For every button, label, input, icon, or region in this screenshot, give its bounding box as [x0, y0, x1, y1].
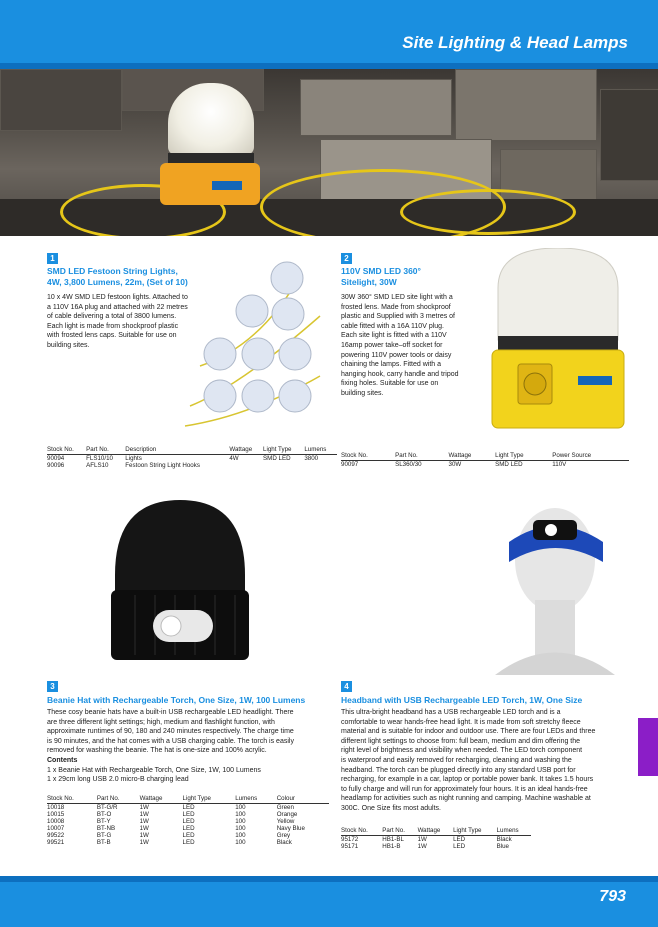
- product-number: 2: [341, 253, 352, 264]
- table-row: 10008 BT-Y 1W LED 100 Yellow: [47, 818, 295, 825]
- section-tab: [638, 718, 658, 776]
- table-row: 95171 HB1-B 1W LED Blue: [341, 843, 509, 850]
- spec-table: Stock No. Part No. Wattage Light Type Power Source 90097 SL360/30 30W SMD LED 110V: [341, 452, 629, 468]
- table-row: 10018 BT-G/R 1W LED 100 Green: [47, 804, 294, 811]
- product-number: 1: [47, 253, 58, 264]
- table-row: 95172 HB1-BL 1W LED Black: [341, 836, 512, 843]
- product-title: Headband with USB Rechargeable LED Torch, 1W, One Size: [341, 695, 583, 705]
- table-row: 90097 SL360/30 30W SMD LED 110V: [341, 461, 567, 468]
- product-description: This ultra-bright headband has a USB rechargeable LED torch and is a comfortable to wear hands-free head light. It is made from soft stretchy fleece material and is suitable for indoor and outdoor use. There are four LEDs and three different light settings to choose from: full beam, medium and dim offering the right level of brightness and visibility when needed. The LED torch component is waterproof and easily removed for recharging, cleaning and washing the headband. The torch can be plugged directly into any standard USB port for recharging, for example in a car, laptop or portable power bank. It takes 1.5 hours to fully charge and will run for approximately four hours. It is an ideal hands-free headlamp for activities such as night running and camping. Machine washable at 300C. One Size fits most adults.: [341, 709, 596, 812]
- table-row: 90094 FLS10/10 Lights 4W SMD LED 3800: [47, 455, 319, 462]
- product-number: 4: [341, 681, 352, 692]
- contents-label: Contents: [47, 756, 78, 764]
- product-title: 110V SMD LED 360° Sitelight, 30W: [341, 266, 421, 287]
- product-description: These cosy beanie hats have a built-in USB rechargeable LED headlight. There are three different light settings; high, medium and flashlight function, with approximate runtimes of 90, 180 and 240 minutes respectively. The charge time is 90 minutes, and the hat comes with a USB charging cable. The torch is easily removed for washing the beanie. The hat is one-size and 100% acrylic. Contents 1 x Beanie Hat with Rechargeable Torch, One Size, 1W, 100 Lumens 1 x 29cm long USB 2.0 micro-B charging lead: [47, 709, 294, 784]
- table-row: 99521 BT-B 1W LED 100 Black: [47, 839, 292, 846]
- product-title: Beanie Hat with Rechargeable Torch, One Size, 1W, 100 Lumens: [47, 695, 306, 705]
- spec-table: Stock No. Part No. Description Wattage Light Type Lumens 90094 FLS10/10 Lights 4W SMD LED 3800 90096 AFLS10 Festoon String Light Hooks: [47, 446, 337, 469]
- product-title: SMD LED Festoon String Lights, 4W, 3,800 Lumens, 22m, (Set of 10): [47, 266, 188, 287]
- festoon-lights-image: [180, 256, 330, 441]
- table-row: 90096 AFLS10 Festoon String Light Hooks: [47, 462, 200, 469]
- product-number: 3: [47, 681, 58, 692]
- spec-table: Stock No. Part No. Wattage Light Type Lumens Colour 10018 BT-G/R 1W LED 100 Green 10015 BT-O 1W LED 100 Orange 10008 BT-Y 1W LED 100 Yellow 10007 BT-NB 1W LED 100 Navy Blue 99522 BT-G 1W LED 100 Grey 99521 BT-B 1W LED 100 Black: [47, 795, 329, 846]
- table-row: 99522 BT-G 1W LED 100 Grey: [47, 832, 291, 839]
- footer-bar: [0, 882, 658, 927]
- beanie-hat-image: [95, 495, 265, 665]
- product-description: 10 x 4W SMD LED festoon lights. Attached to a 110V 16A plug and attached with 22 metres of cable delivering a total of 3800 lumens. Each light is made from shockproof plastic with frosted lens caps. Suitable for use on building sites.: [47, 294, 188, 349]
- header-bar: [0, 0, 658, 63]
- spec-table: Stock No. Part No. Wattage Light Type Lumens 95172 HB1-BL 1W LED Black 95171 HB1-B 1W LED Blue: [341, 827, 531, 850]
- sitelight-lens: [168, 83, 254, 155]
- page-number: 793: [599, 888, 626, 905]
- table-row: 10007 BT-NB 1W LED 100 Navy Blue: [47, 825, 305, 832]
- table-row: 10015 BT-O 1W LED 100 Orange: [47, 811, 298, 818]
- headband-image: [495, 500, 625, 675]
- product-description: 30W 360° SMD LED site light with a frosted lens. Made from shockproof plastic and Supplied with 3 metres of cable fitted with a 16A 110V plug. Each site light is fitted with a 110V 16amp power take–off socket for powering 110V power tools or daisy chaining the lamps. Fitted with a hanging hook, carry handle and tripod fixing holes. Suitable for use on building sites.: [341, 294, 459, 397]
- page-title: Site Lighting & Head Lamps: [402, 33, 628, 52]
- hero-image: [0, 69, 658, 236]
- sitelight-image: [488, 248, 628, 438]
- sitelight-base: [160, 163, 260, 205]
